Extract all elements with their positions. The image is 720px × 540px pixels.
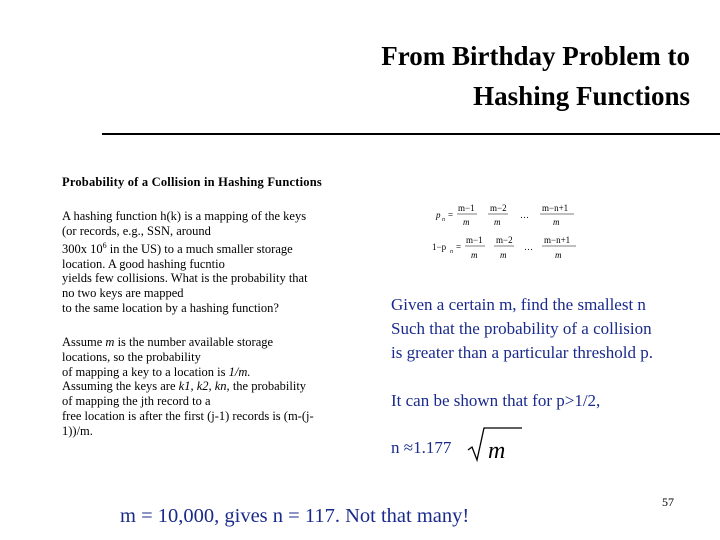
para1-line xyxy=(62,239,308,257)
formula-lhs2: 1−p xyxy=(432,242,447,252)
given-line: is greater than a particular threshold p. xyxy=(391,343,653,362)
shown-statement: It can be shown that for p>1/2, xyxy=(391,391,601,410)
formula-num-c2: m−n+1 xyxy=(544,235,571,245)
page-number: 57 xyxy=(662,495,674,509)
sqrt-m-expression xyxy=(466,424,526,464)
section-heading: Probability of a Collision in Hashing Functions xyxy=(62,175,322,189)
sqrt-radicand: m xyxy=(488,438,506,464)
formula-lhs1: p xyxy=(436,210,441,220)
para2-fragment: Assume xyxy=(62,335,106,349)
formula-num-a2: m−1 xyxy=(466,235,483,245)
paragraph-assumption xyxy=(62,335,314,439)
formula-num-c1: m−n+1 xyxy=(542,203,569,213)
para2-italic: k1, k2, kn, xyxy=(178,379,230,394)
para2-line: 1))/m. xyxy=(62,423,93,438)
formula-eq2: = xyxy=(456,242,462,252)
title-underline xyxy=(102,133,720,135)
para1-line: A hashing function h(k) is a mapping of the keys xyxy=(62,209,307,223)
formula-den: m xyxy=(553,217,560,227)
para2-line: free location is after the first (j-1) records is (m-(j- xyxy=(62,408,314,423)
para2-line: locations, so the probability xyxy=(62,349,201,364)
probability-formula xyxy=(432,198,607,268)
para2-italic: 1/m. xyxy=(228,364,251,379)
given-line: Given a certain m, find the smallest n xyxy=(391,295,646,314)
formula-dots2: … xyxy=(524,242,533,252)
para1-fragment: in the US) to a much smaller storage xyxy=(106,241,293,256)
para2-fragment: the probability xyxy=(229,379,307,394)
para2-fragment: Assuming the keys are xyxy=(62,379,179,394)
formula-eq1: = xyxy=(448,210,454,220)
formula-den: m xyxy=(555,250,562,260)
formula-lhs2-sub: n xyxy=(450,249,453,255)
para1-fragment: 300x 10 xyxy=(62,241,103,256)
para2-line xyxy=(62,379,314,394)
formula-den: m xyxy=(471,250,478,260)
para1-line: yields few collisions. What is the probability that xyxy=(62,271,308,286)
given-line: Such that the probability of a collision xyxy=(391,319,652,338)
para2-italic: m xyxy=(105,335,115,349)
title-line-1: From Birthday Problem to xyxy=(381,41,690,71)
formula-dots1: … xyxy=(520,210,529,220)
para1-line: to the same location by a hashing function? xyxy=(62,300,279,315)
paragraph-hashing-definition xyxy=(62,209,308,316)
exponent: 6 xyxy=(102,240,107,250)
slide-title xyxy=(250,36,690,116)
para1-line: no two keys are mapped xyxy=(62,286,184,301)
para2-fragment: is the number available storage xyxy=(114,335,274,349)
formula-den: m xyxy=(500,250,507,260)
para2-line xyxy=(62,335,314,350)
formula-num-b2: m−2 xyxy=(496,235,513,245)
formula-den: m xyxy=(463,217,470,227)
para1-line: (or records, e.g., SSN, around xyxy=(62,223,211,238)
given-statement xyxy=(391,293,653,365)
bottom-conclusion: m = 10,000, gives n = 117. Not that many! xyxy=(120,505,470,527)
para2-line: of mapping the jth record to a xyxy=(62,394,211,409)
para2-fragment: of mapping a key to a location is xyxy=(62,364,229,379)
formula-lhs1-sub: n xyxy=(442,217,445,223)
formula-den: m xyxy=(494,217,501,227)
para1-line: location. A good hashing fucntio xyxy=(62,256,225,271)
formula-num-b1: m−2 xyxy=(490,203,507,213)
formula-num-a1: m−1 xyxy=(458,203,475,213)
n-approximation: n ≈1.177 xyxy=(391,438,452,457)
para2-line xyxy=(62,365,314,380)
title-line-2: Hashing Functions xyxy=(473,81,690,111)
